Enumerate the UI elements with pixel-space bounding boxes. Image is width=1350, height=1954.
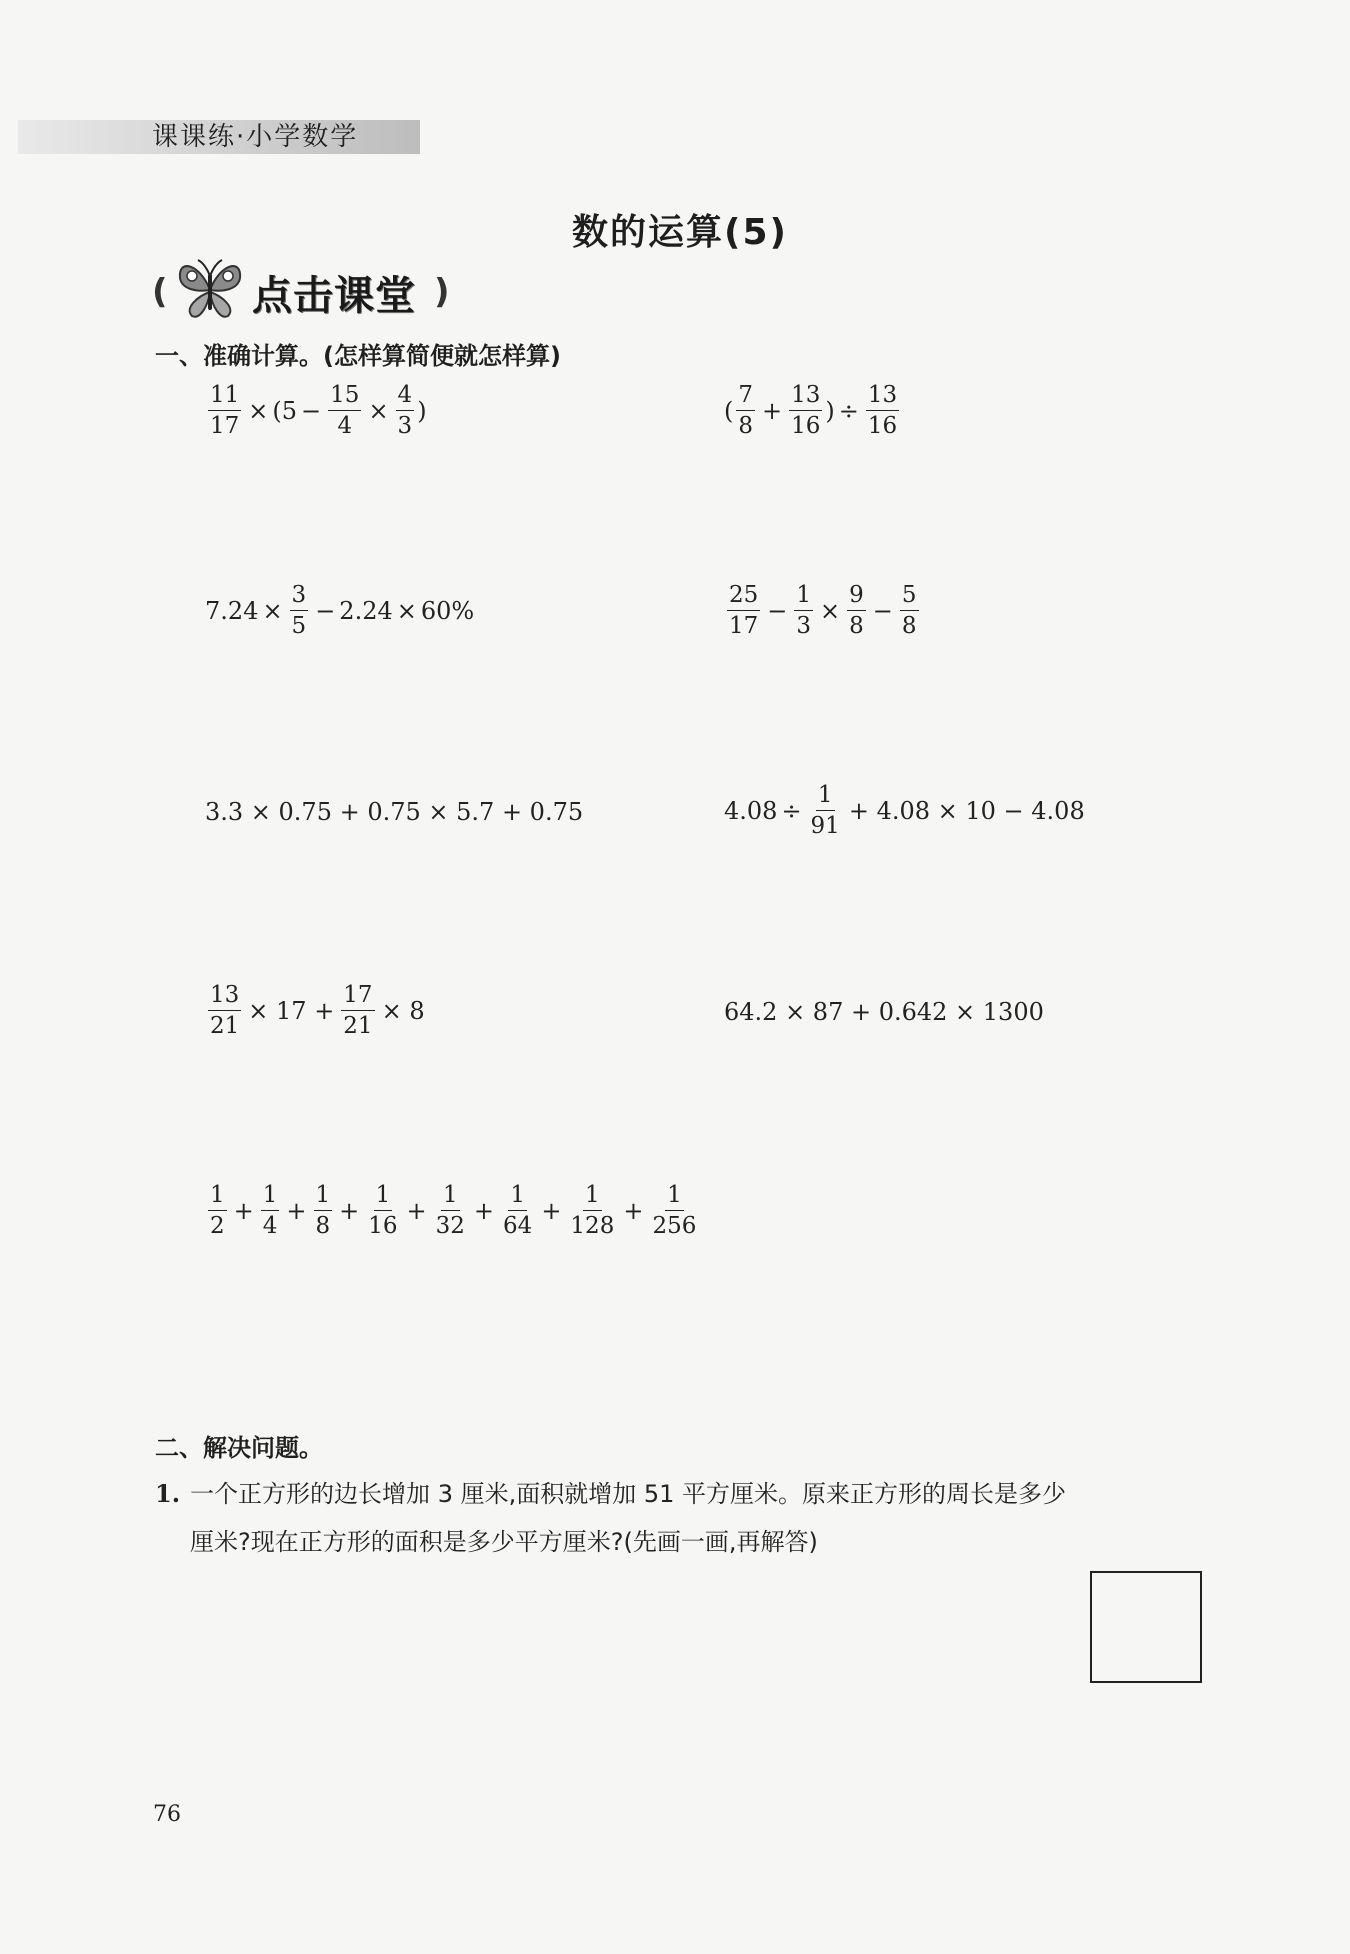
fraction: $\frac{1}{32}$ bbox=[435, 1182, 465, 1239]
plus-sign: + bbox=[541, 1197, 562, 1225]
fraction: $\frac{5}{8}$ bbox=[901, 582, 917, 639]
section-banner bbox=[152, 254, 462, 324]
fraction: $\frac{25}{17}$ bbox=[729, 582, 759, 639]
fraction: $\frac{3}{5}$ bbox=[291, 582, 307, 639]
page-number: 76 bbox=[153, 1802, 181, 1827]
fraction: $\frac{1}{64}$ bbox=[503, 1182, 533, 1239]
plus-sign: + bbox=[473, 1197, 495, 1225]
page-title: 数的运算(5) bbox=[572, 212, 788, 253]
problem-5: 3.3 × 0.75 + 0.75 × 5.7 + 0.75 bbox=[205, 798, 584, 826]
problem-1: $\frac{11}{17}$ × ( 5 − $\frac{15}{4}$ × $\frac{4}{3}$ ) bbox=[210, 382, 427, 439]
fraction: $\frac{4}{3}$ bbox=[397, 382, 413, 439]
fraction: $\frac{7}{8}$ bbox=[738, 382, 754, 439]
fraction: $\frac{1}{4}$ bbox=[262, 1182, 278, 1239]
banner-bracket-left: ( bbox=[152, 272, 168, 312]
fraction: $\frac{1}{16}$ bbox=[368, 1182, 398, 1239]
fraction: $\frac{1}{2}$ bbox=[210, 1182, 225, 1239]
fraction: $\frac{17}{21}$ bbox=[343, 982, 373, 1039]
banner-label: 点击课堂 bbox=[252, 273, 416, 319]
problem-8: 64.2 × 87 + 0.642 × 1300 bbox=[724, 998, 1044, 1026]
fraction: $\frac{9}{8}$ bbox=[849, 582, 864, 639]
series-title: 课课练·小学数学 bbox=[152, 122, 359, 152]
butterfly-icon bbox=[170, 256, 250, 322]
question-1-line-1: 1. 一个正方形的边长增加 3 厘米,面积就增加 51 平方厘米。原来正方形的周长是多少 bbox=[155, 1479, 1067, 1508]
problem-7: $\frac{13}{21}$ × 17 + $\frac{17}{21}$ × 8 bbox=[210, 982, 425, 1039]
fraction: $\frac{13}{16}$ bbox=[791, 382, 821, 439]
banner-bracket-right: ) bbox=[434, 272, 450, 312]
plus-sign: + bbox=[339, 1197, 360, 1225]
fraction: $\frac{13}{16}$ bbox=[867, 382, 898, 439]
fraction: $\frac{1}{3}$ bbox=[796, 582, 812, 639]
question-number: 1. bbox=[155, 1479, 181, 1508]
plus-sign: + bbox=[286, 1197, 307, 1225]
fraction: $\frac{1}{8}$ bbox=[315, 1182, 331, 1239]
section-2-heading: 二、解决问题。 bbox=[155, 1434, 323, 1462]
problem-2: ( $\frac{7}{8}$ + $\frac{13}{16}$ ) ÷ $\frac{13}{16}$ bbox=[724, 382, 898, 439]
problem-9 bbox=[205, 1184, 701, 1238]
question-1-line-2: 厘米?现在正方形的面积是多少平方厘米?(先画一画,再解答) bbox=[190, 1528, 818, 1556]
drawing-box[interactable] bbox=[1090, 1571, 1202, 1683]
plus-sign: + bbox=[233, 1197, 254, 1225]
fraction: $\frac{1}{91}$ bbox=[810, 782, 840, 839]
problem-6: 4.08 ÷ $\frac{1}{91}$ + 4.08 × 10 − 4.08 bbox=[724, 782, 1085, 839]
fraction: $\frac{15}{4}$ bbox=[330, 382, 360, 439]
problem-4: $\frac{25}{17}$ − $\frac{1}{3}$ × $\frac{9}{8}$ − $\frac{5}{8}$ bbox=[729, 582, 917, 639]
section-1-heading: 一、准确计算。(怎样算简便就怎样算) bbox=[155, 342, 561, 370]
plus-sign: + bbox=[406, 1197, 427, 1225]
plus-sign: + bbox=[623, 1197, 644, 1225]
fraction: $\frac{13}{21}$ bbox=[210, 982, 240, 1039]
problem-3: 7.24 × $\frac{3}{5}$ − 2.24 × 60% bbox=[205, 582, 475, 639]
fraction: $\frac{1}{128}$ bbox=[570, 1182, 615, 1239]
fraction: $\frac{11}{17}$ bbox=[210, 382, 240, 439]
fraction: $\frac{1}{256}$ bbox=[652, 1182, 697, 1239]
